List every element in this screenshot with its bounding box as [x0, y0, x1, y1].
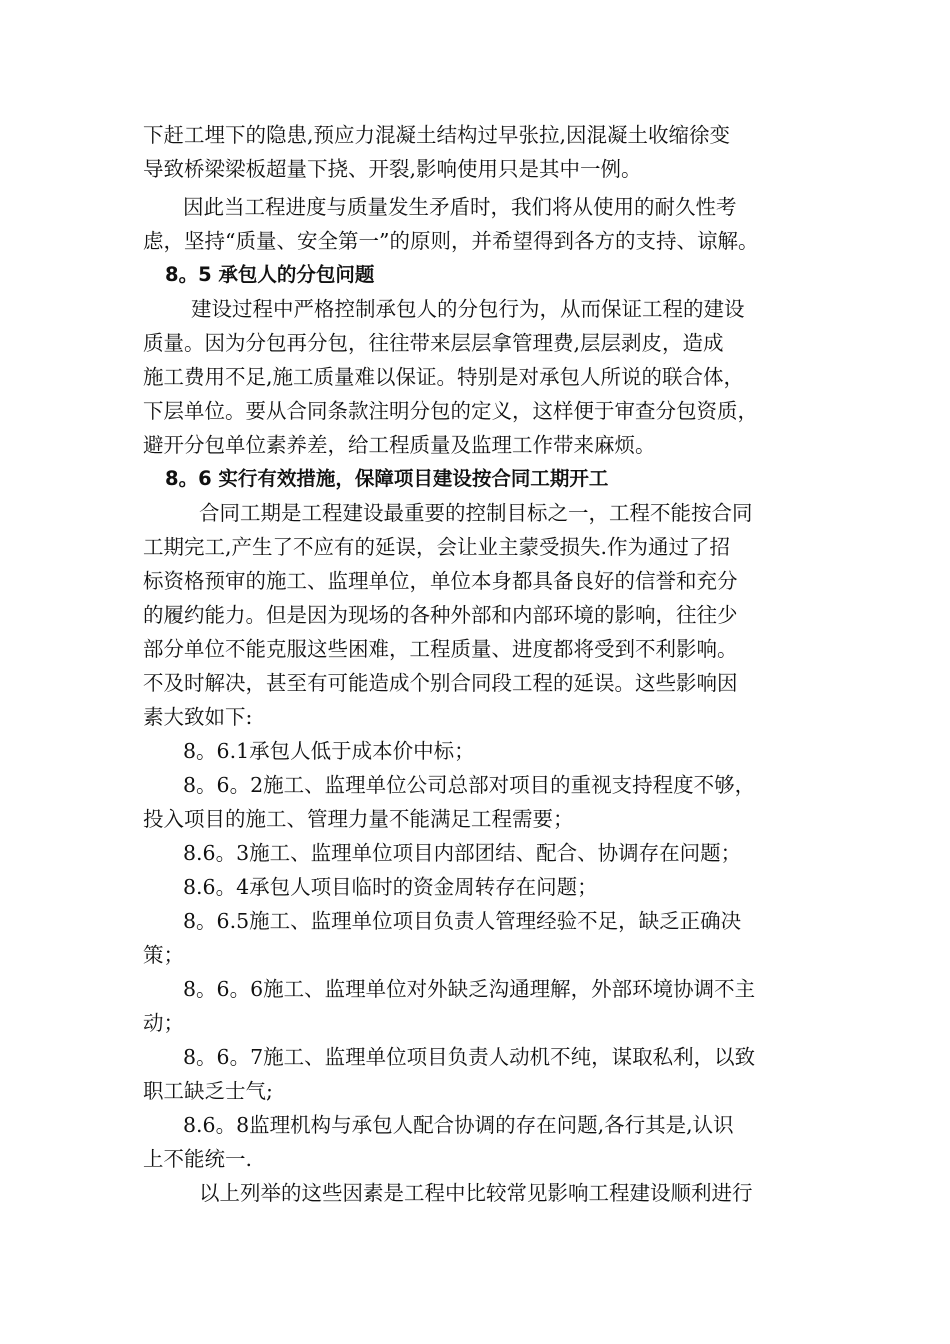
text-line: 工期完工,产生了不应有的延误，会让业主蒙受损失.作为通过了招 — [143, 535, 731, 559]
list-item-continuation: 投入项目的施工、管理力量不能满足工程需要； — [143, 807, 574, 831]
section-heading-8-5: 8。5 承包人的分包问题 — [165, 263, 375, 286]
list-item: 8。6.1承包人低于成本价中标； — [183, 739, 475, 763]
text-line: 下层单位。要从合同条款注明分包的定义，这样便于审查分包资质， — [143, 399, 758, 423]
document-page — [143, 118, 815, 1210]
paragraph-priority — [143, 190, 815, 258]
text-line: 建设过程中严格控制承包人的分包行为，从而保证工程的建设 — [191, 297, 745, 321]
paragraph-summary — [143, 1176, 815, 1210]
text-line: 避开分包单位素养差，给工程质量及监理工作带来麻烦。 — [143, 433, 656, 457]
paragraph-consequences — [143, 118, 815, 186]
text-line: 标资格预审的施工、监理单位，单位本身都具备良好的信誉和充分 — [143, 569, 738, 593]
list-item: 8。6。7施工、监理单位项目负责人动机不纯，谋取私利，以致 — [183, 1045, 756, 1069]
list-item-continuation: 职工缺乏士气; — [143, 1079, 273, 1103]
paragraph-subcontracting — [143, 292, 815, 462]
list-item: 8.6。4承包人项目临时的资金周转存在问题； — [183, 875, 598, 899]
text-line: 质量。因为分包再分包，往往带来层层拿管理费,层层剥皮，造成 — [143, 331, 724, 355]
list-item: 8.6。8监理机构与承包人配合协调的存在问题,各行其是,认识 — [183, 1113, 734, 1137]
factor-list — [143, 734, 815, 1176]
text-line: 素大致如下: — [143, 705, 253, 729]
text-line: 下赶工埋下的隐患,预应力混凝土结构过早张拉,因混凝土收缩徐变 — [143, 123, 731, 147]
text-line: 不及时解决，甚至有可能造成个别合同段工程的延误。这些影响因 — [143, 671, 738, 695]
list-item-continuation: 策； — [143, 943, 184, 967]
list-item: 8.6。3施工、监理单位项目内部团结、配合、协调存在问题； — [183, 841, 742, 865]
list-item: 8。6。2施工、监理单位公司总部对项目的重视支持程度不够， — [183, 773, 756, 797]
text-line: 施工费用不足,施工质量难以保证。特别是对承包人所说的联合体， — [143, 365, 745, 389]
list-item: 8。6.5施工、监理单位项目负责人管理经验不足，缺乏正确决 — [183, 909, 742, 933]
text-line: 虑，坚持“质量、安全第一”的原则，并希望得到各方的支持、谅解。 — [143, 229, 759, 253]
list-item-continuation: 动； — [143, 1011, 184, 1035]
paragraph-contract-period — [143, 496, 815, 734]
text-line: 因此当工程进度与质量发生矛盾时，我们将从使用的耐久性考 — [183, 195, 737, 219]
section-heading-8-6: 8。6 实行有效措施，保障项目建设按合同工期开工 — [165, 467, 609, 490]
text-line: 的履约能力。但是因为现场的各种外部和内部环境的影响，往往少 — [143, 603, 738, 627]
text-line: 部分单位不能克服这些困难，工程质量、进度都将受到不利影响。 — [143, 637, 738, 661]
list-item-continuation: 上不能统一. — [143, 1147, 253, 1171]
text-line: 合同工期是工程建设最重要的控制目标之一，工程不能按合同 — [199, 501, 753, 525]
text-line: 以上列举的这些因素是工程中比较常见影响工程建设顺利进行 — [199, 1181, 753, 1205]
text-line: 导致桥梁梁板超量下挠、开裂,影响使用只是其中一例。 — [143, 157, 642, 181]
list-item: 8。6。6施工、监理单位对外缺乏沟通理解，外部环境协调不主 — [183, 977, 756, 1001]
